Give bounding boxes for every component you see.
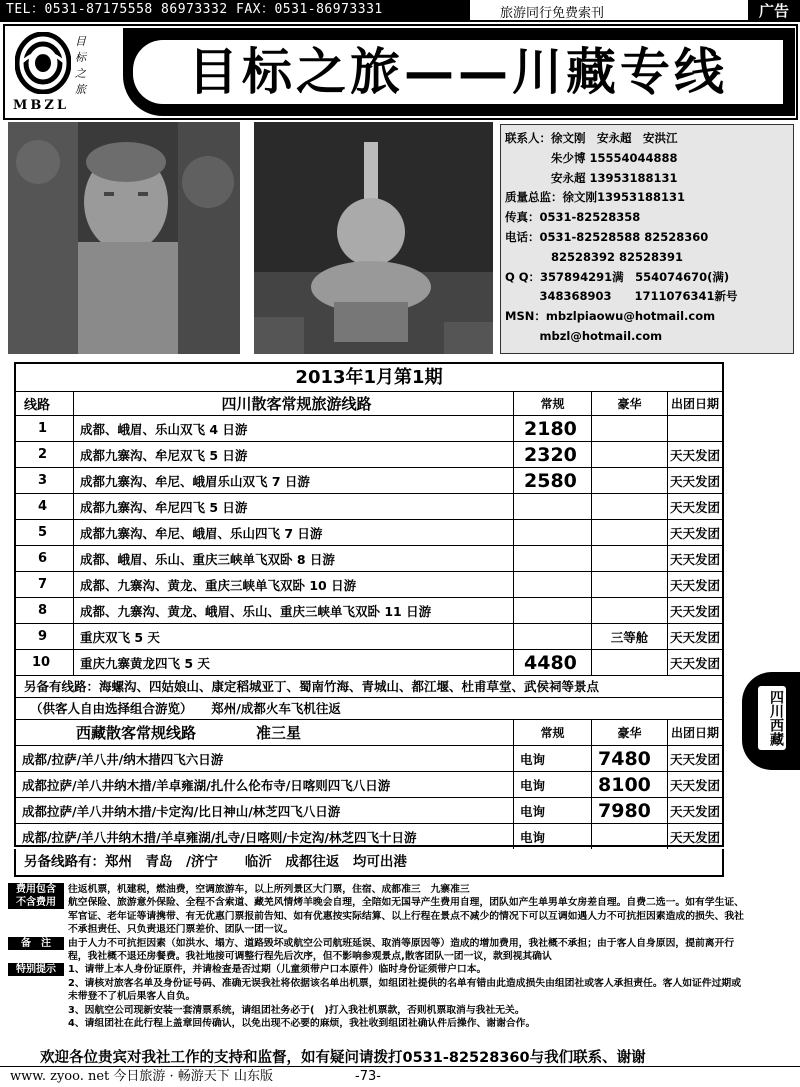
company-logo (11, 30, 119, 118)
table-row (16, 824, 722, 849)
photo-strip (8, 122, 493, 354)
extra-routes-subnote: （供客人自由选择组合游览） 郑州/成都火车飞机往返 (16, 698, 722, 720)
contact-line: MSN：mbzlpiaowu@hotmail.com (505, 309, 716, 324)
luxury-price (592, 572, 668, 597)
contact-line: 联系人：徐文刚 安永超 安洪江 (505, 131, 678, 145)
route-number: 6 (16, 546, 74, 571)
regular-price (514, 572, 592, 597)
regular-price: 电询 (514, 746, 592, 771)
col-header-luxury: 豪华 (592, 720, 668, 745)
header (3, 24, 798, 120)
sichuan-header-row (16, 392, 722, 416)
luxury-price: 8100 (592, 772, 668, 797)
fee-terms-section (8, 883, 748, 1030)
tibet-route-header: 西藏散客常规线路 (76, 724, 197, 742)
page-title: 目标之旅——川藏专线 (133, 40, 783, 104)
title-banner (123, 28, 795, 116)
luxury-price (592, 546, 668, 571)
luxury-price (592, 824, 668, 849)
route-name: 成都、九寨沟、黄龙、峨眉、乐山、重庆三峡单飞双卧 11 日游 (74, 598, 514, 623)
route-name: 成都、峨眉、乐山双飞 4 日游 (74, 416, 514, 441)
table-row (16, 468, 722, 494)
fee-tag: 费用包含 (8, 883, 64, 896)
regular-price (514, 520, 592, 545)
swirl-logo-icon (15, 32, 71, 94)
route-name: 成都、九寨沟、黄龙、重庆三峡单飞双卧 10 日游 (74, 572, 514, 597)
fee-tag: 特别提示 (8, 963, 64, 976)
leshan-buddha-photo (8, 122, 240, 354)
luxury-price (592, 520, 668, 545)
col-header-regular: 常规 (514, 392, 592, 415)
departure-date: 天天发团 (669, 577, 720, 593)
tibet-section-title (16, 720, 514, 745)
route-name: 成都拉萨/羊八井纳木措/羊卓雍湖/扎什么伦布寺/日喀则四飞八日游 (16, 772, 514, 797)
table-row (16, 442, 722, 468)
regular-price: 电询 (514, 798, 592, 823)
contact-line: 传真：0531-82528358 (505, 210, 641, 225)
route-number: 10 (16, 650, 74, 675)
route-number: 1 (16, 416, 74, 441)
route-number: 8 (16, 598, 74, 623)
route-name: 重庆九寨黄龙四飞 5 天 (74, 650, 514, 675)
luxury-price (592, 598, 668, 623)
route-name: 成都九寨沟、牟尼双飞 5 日游 (74, 442, 514, 467)
contact-line: 电话：0531-82528588 82528360 (505, 229, 709, 244)
regular-price: 电询 (514, 772, 592, 797)
col-header-luxury: 豪华 (592, 392, 668, 415)
fee-item (8, 896, 748, 936)
fee-text: 航空保险、旅游意外保险、全程不含索道、藏羌风情烤羊晚会自理，全陪如无国导产生费用自理，团队如产生单男单女房差自理。自费二选一。如有学生证、军官证、老年证等请携带、有无优惠门票报前告知、如有优惠按实际结算、以上行程在景点不减少的情况下可以互调如遇人力不可抗拒因素造成的损失、我社不承担责任、只负责退还门票差价、团队一团一议。 (68, 897, 744, 936)
logo-abbreviation: MBZL (13, 98, 70, 113)
route-name: 成都、峨眉、乐山、重庆三峡单飞双卧 8 日游 (74, 546, 514, 571)
fee-tag: 不含费用 (8, 896, 64, 909)
col-header-regular: 常规 (514, 720, 592, 745)
luxury-price: 7980 (592, 798, 668, 823)
route-number: 3 (16, 468, 74, 493)
route-name: 成都/拉萨/羊八井纳木措/羊卓雍湖/扎寺/日喀则/卡定沟/林芝四飞十日游 (16, 824, 514, 849)
issue-title: 2013年1月第1期 (16, 364, 722, 392)
fee-item (8, 883, 748, 896)
table-row (16, 416, 722, 442)
route-number: 9 (16, 624, 74, 649)
departure-date: 天天发团 (669, 603, 720, 619)
regular-price (514, 624, 592, 649)
fee-item (8, 937, 748, 964)
luxury-price (592, 494, 668, 519)
page-number: -73- (355, 1069, 381, 1084)
tibet-grade-header: 准三星 (256, 724, 302, 742)
emei-statue-photo (254, 122, 493, 354)
regular-price (514, 546, 592, 571)
departure-date: 天天发团 (669, 751, 720, 767)
regular-price: 2580 (514, 468, 592, 493)
route-number: 4 (16, 494, 74, 519)
table-row (16, 546, 722, 572)
luxury-price (592, 468, 668, 493)
regular-price (514, 494, 592, 519)
luxury-price: 三等舱 (592, 624, 668, 649)
regular-price (514, 598, 592, 623)
table-row (16, 624, 722, 650)
fee-text: 往返机票，机建税，燃油费，空调旅游车，以上所列景区大门票，住宿、成都准三 九寨准三 (68, 884, 470, 895)
free-catalog-note: 旅游同行免费索刊 (500, 6, 605, 21)
departure-date: 天天发团 (669, 803, 720, 819)
regular-price: 2180 (514, 416, 592, 441)
col-header-route: 四川散客常规旅游线路 (74, 392, 514, 415)
table-row (16, 798, 722, 824)
col-header-date: 出团日期 (670, 397, 719, 411)
route-name: 成都拉萨/羊八井纳木措/卡定沟/比日神山/林芝四飞八日游 (16, 798, 514, 823)
route-name: 重庆双飞 5 天 (74, 624, 514, 649)
departure-date: 天天发团 (669, 629, 720, 645)
table-row (16, 520, 722, 546)
departure-date: 天天发团 (669, 473, 720, 489)
tibet-header-row (16, 720, 722, 746)
departure-date: 天天发团 (669, 829, 720, 845)
departure-date: 天天发团 (669, 447, 720, 463)
col-header-date: 出团日期 (670, 726, 719, 740)
luxury-price: 7480 (592, 746, 668, 771)
fee-text: 由于人力不可抗拒因素（如洪水、塌方、道路毁坏或航空公司航班延误、取消等原因等）造成的增加费用，我社概不承担；由于客人自身原因，提前离开行程，我社概不退还房餐费。我社地接可调整行程先后次序，但不影响参观景点,散客团队一团一议，款到视其确认 (68, 937, 735, 963)
route-name: 成都九寨沟、牟尼四飞 5 日游 (74, 494, 514, 519)
phone-fax-line: TEL：0531-87175558 86973332 FAX：0531-86973331 (0, 0, 470, 20)
regular-price: 电询 (514, 824, 592, 849)
contact-line: 质量总监：徐文刚13953188131 (505, 190, 686, 205)
contact-line: mbzl@hotmail.com (505, 328, 663, 343)
fee-text: 1、请带上本人身份证原件，并请检查是否过期（儿童须带户口本原件）临时身份证须带户口本。 2、请核对旅客名单及身份证号码、准确无误我社将依据该名单出机票，如组团社提供的名单有错由此造成损失由组团社或客人承担责任。客人如证件过期或未带登不了机后果客人自负。 3、因航空公司现新安装一套清票系统，请组团社务必于( )打入我社机票款，否则机票取消与我社无关。 4、请组团社在此行程上盖章回传确认，以免出现不必要的麻烦，我社收到组团社确认件后操作、谢谢合作。 (68, 964, 742, 1030)
advertisement-label: 广告 (748, 0, 800, 22)
table-row (16, 572, 722, 598)
extra-routes-note: 另备有线路：海螺沟、四姑娘山、康定稻城亚丁、蜀南竹海、青城山、都江堰、杜甫草堂、武侯祠等景点 (16, 676, 722, 698)
route-name: 成都九寨沟、牟尼、峨眉、乐山四飞 7 日游 (74, 520, 514, 545)
route-number: 7 (16, 572, 74, 597)
luxury-price (592, 650, 668, 675)
side-tab (742, 672, 800, 770)
regular-price: 4480 (514, 650, 592, 675)
departure-date: 天天发团 (669, 777, 720, 793)
departure-date (668, 416, 722, 441)
table-row (16, 650, 722, 676)
departure-date: 天天发团 (669, 525, 720, 541)
route-name: 成都/拉萨/羊八井/纳木措四飞六日游 (16, 746, 514, 771)
contact-line: Q Q：357894291满 554074670(满) (505, 269, 730, 284)
welcome-message: 欢迎各位贵宾对我社工作的支持和监督，如有疑问请拨打0531-82528360与我们联系、谢谢 (40, 1050, 646, 1066)
col-header-no: 线路 (16, 392, 74, 415)
table-row (16, 746, 722, 772)
side-tab-label: 四川西藏 (758, 686, 786, 750)
contact-line: 82528392 82528391 (505, 249, 684, 264)
contact-line: 安永超 13953188131 (505, 170, 678, 185)
contact-line: 348368903 1711076341新号 (505, 289, 738, 304)
route-number: 5 (16, 520, 74, 545)
luxury-price (592, 416, 668, 441)
tibet-extra-routes: 另备线路有：郑州 青岛 /济宁 临沂 成都往返 均可出港 (14, 849, 724, 877)
luxury-price (592, 442, 668, 467)
departure-date: 天天发团 (669, 551, 720, 567)
table-row (16, 598, 722, 624)
footer-site: www. zyoo. net 今日旅游 · 畅游天下 山东版 (10, 1069, 273, 1084)
logo-vertical-text: 目标之旅 (75, 35, 86, 96)
route-number: 2 (16, 442, 74, 467)
route-price-table (14, 362, 724, 847)
departure-date: 天天发团 (669, 655, 720, 671)
table-row (16, 772, 722, 798)
contact-line: 朱少博 15554044888 (505, 150, 678, 165)
regular-price: 2320 (514, 442, 592, 467)
route-name: 成都九寨沟、牟尼、峨眉乐山双飞 7 日游 (74, 468, 514, 493)
fee-item (8, 963, 748, 1030)
departure-date: 天天发团 (669, 499, 720, 515)
table-row (16, 494, 722, 520)
fee-tag: 备 注 (8, 937, 64, 950)
contact-info-box (500, 124, 794, 354)
top-bar (0, 0, 800, 22)
footer-bar (0, 1066, 800, 1086)
